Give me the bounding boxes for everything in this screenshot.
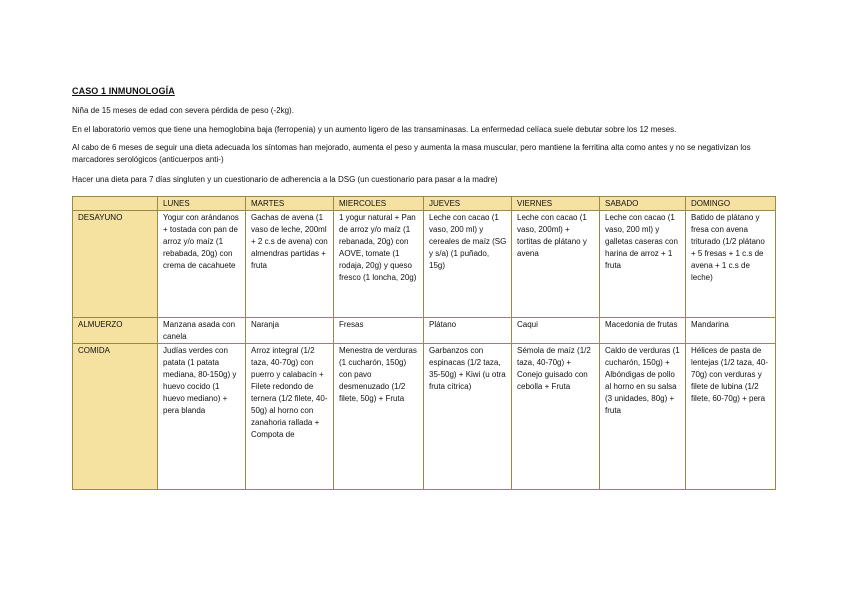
table-cell: Leche con cacao (1 vaso, 200 ml) y galletas caseras con harina de arroz + 1 fruta	[600, 211, 686, 318]
table-cell: Judías verdes con patata (1 patata mediana, 80-150g) y huevo cocido (1 huevo mediano) + pera blanda	[158, 344, 246, 490]
table-cell: Menestra de verduras (1 cucharón, 150g) con pavo desmenuzado (1/2 filete, 50g) + Fruta	[334, 344, 424, 490]
header-day: SABADO	[600, 197, 686, 211]
table-cell: Fresas	[334, 318, 424, 344]
diet-table	[72, 196, 776, 490]
table-cell: Leche con cacao (1 vaso, 200ml) + tortitas de plátano y avena	[512, 211, 600, 318]
table-cell: Naranja	[246, 318, 334, 344]
table-cell: Batido de plátano y fresa con avena triturado (1/2 plátano + 5 fresas + 1 c.s de avena + 1 c.s de leche)	[686, 211, 776, 318]
case-heading: CASO 1 INMUNOLOGÍA	[72, 86, 175, 96]
table-cell: Yogur con arándanos + tostada con pan de arroz y/o maíz (1 rebabada, 20g) con crema de cacahuete	[158, 211, 246, 318]
table-row	[73, 318, 776, 344]
paragraph-lab: En el laboratorio vemos que tiene una hemoglobina baja (ferropenia) y un aumento ligero de las transaminasas. La enfermedad celíaca suele debutar sobre los 12 meses.	[72, 125, 677, 134]
table-cell: Caldo de verduras (1 cucharón, 150g) + Albóndigas de pollo al horno en su salsa (3 unidades, 80g) + fruta	[600, 344, 686, 490]
header-day: LUNES	[158, 197, 246, 211]
table-cell: Caqui	[512, 318, 600, 344]
paragraph-evolution: Al cabo de 6 meses de seguir una dieta adecuada los síntomas han mejorado, aumenta el peso y aumenta la masa muscular, pero mantiene la ferritina alta como antes y no se negativizan los marcadores serológicos (anticuerpos anti-)	[72, 143, 751, 164]
paragraph-patient: Niña de 15 meses de edad con severa pérdida de peso (-2kg).	[72, 106, 294, 115]
table-cell: Manzana asada con canela	[158, 318, 246, 344]
table-cell: Macedonia de frutas	[600, 318, 686, 344]
header-corner	[73, 197, 158, 211]
table-cell: 1 yogur natural + Pan de arroz y/o maíz (1 rebanada, 20g) con AOVE, tomate (1 rodaja, 20g) y queso fresco (1 loncha, 20g)	[334, 211, 424, 318]
table-header-row	[73, 197, 776, 211]
table-cell: Garbanzos con espinacas (1/2 taza, 35-50g) + Kiwi (u otra fruta cítrica)	[424, 344, 512, 490]
header-day: JUEVES	[424, 197, 512, 211]
header-day: DOMINGO	[686, 197, 776, 211]
table-cell: Leche con cacao (1 vaso, 200 ml) y cereales de maíz (SG y s/a) (1 puñado, 15g)	[424, 211, 512, 318]
header-day: VIERNES	[512, 197, 600, 211]
table-row	[73, 211, 776, 318]
table-cell: Mandarina	[686, 318, 776, 344]
table-cell: Arroz integral (1/2 taza, 40-70g) con puerro y calabacín + Filete redondo de ternera (1/2 filete, 40-50g) al horno con zanahoria rallada + Compota de	[246, 344, 334, 490]
header-day: MIERCOLES	[334, 197, 424, 211]
row-label: DESAYUNO	[73, 211, 158, 318]
table-cell: Hélices de pasta de lentejas (1/2 taza, 40-70g) con verduras y filete de lubina (1/2 filete, 60-70g) + pera	[686, 344, 776, 490]
table-cell: Plátano	[424, 318, 512, 344]
table-cell: Gachas de avena (1 vaso de leche, 200ml + 2 c.s de avena) con almendras partidas + fruta	[246, 211, 334, 318]
row-label: ALMUERZO	[73, 318, 158, 344]
table-row	[73, 344, 776, 490]
row-label: COMIDA	[73, 344, 158, 490]
paragraph-task: Hacer una dieta para 7 días singluten y un cuestionario de adherencia a la DSG (un cuestionario para pasar a la madre)	[72, 175, 498, 184]
header-day: MARTES	[246, 197, 334, 211]
table-cell: Sémola de maíz (1/2 taza, 40-70g) + Conejo guisado con cebolla + Fruta	[512, 344, 600, 490]
